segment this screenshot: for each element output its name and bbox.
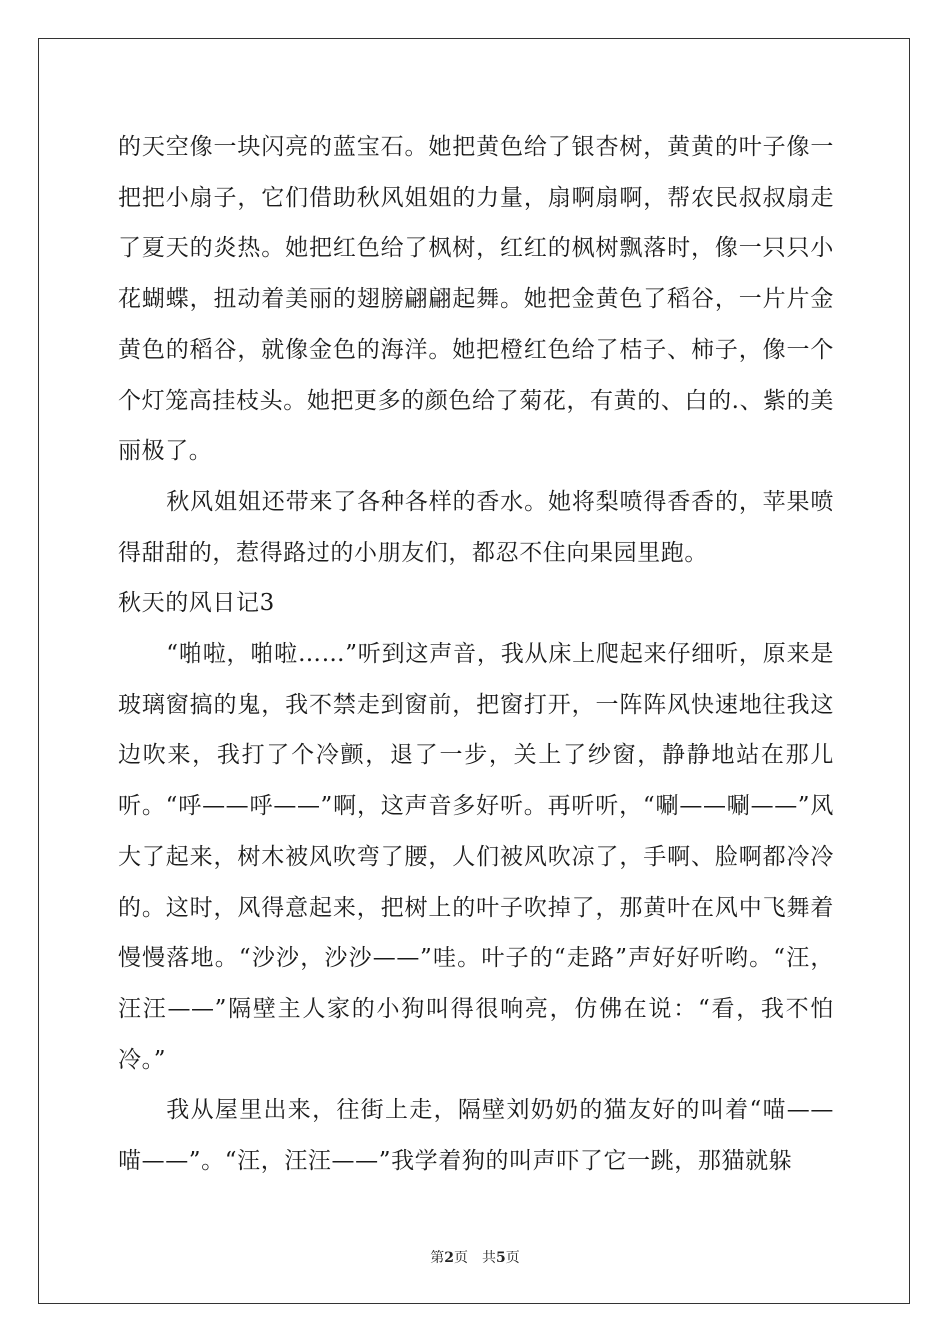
document-body [118, 122, 834, 1187]
paragraph-4: 我从屋里出来，往街上走，隔壁刘奶奶的猫友好的叫着“喵——喵——”。“汪，汪汪——”我学着狗的叫声吓了它一跳，那猫就躲 [118, 1097, 834, 1175]
footer-page-suffix: 页 [454, 1250, 468, 1266]
paragraph-1: 的天空像一块闪亮的蓝宝石。她把黄色给了银杏树，黄黄的叶子像一把把小扇子，它们借助秋风姐姐的力量，扇啊扇啊，帮农民叔叔扇走了夏天的炎热。她把红色给了枫树，红红的枫树飘落时，像一只只小花蝴蝶，扭动着美丽的翅膀翩翩起舞。她把金黄色了稻谷，一片片金黄色的稻谷，就像金色的海洋。她把橙红色给了桔子、柿子，像一个个灯笼高挂枝头。她把更多的颜色给了菊花，有黄的、白的.、紫的美丽极了。 [118, 134, 834, 465]
paragraph-2: 秋风姐姐还带来了各种各样的香水。她将梨喷得香香的，苹果喷得甜甜的，惹得路过的小朋友们，都忍不住向果园里跑。 [118, 488, 834, 566]
footer-prefix: 第 [430, 1250, 445, 1266]
page-footer [0, 1247, 950, 1267]
paragraph-3: “啪啦，啪啦……”听到这声音，我从床上爬起来仔细听，原来是玻璃窗搞的鬼，我不禁走到窗前，把窗打开，一阵阵风快速地往我这边吹来，我打了个冷颤，退了一步，关上了纱窗，静静地站在那儿听。“呼——呼——”啊，这声音多好听。再听听，“唰——唰——”风大了起来，树木被风吹弯了腰，人们被风吹凉了，手啊、脸啊都冷冷的。这时，风得意起来，把树上的叶子吹掉了，那黄叶在风中飞舞着慢慢落地。“沙沙，沙沙——”哇。叶子的“走路”声好好听哟。“汪，汪汪——”隔壁主人家的小狗叫得很响亮，仿佛在说：“看，我不怕冷。” [118, 641, 834, 1073]
footer-current-page: 2 [444, 1250, 454, 1266]
section-heading: 秋天的风日记3 [118, 590, 275, 617]
footer-total-suffix: 页 [505, 1250, 520, 1266]
footer-total-pages: 5 [496, 1250, 506, 1266]
footer-total-prefix: 共 [482, 1250, 496, 1266]
